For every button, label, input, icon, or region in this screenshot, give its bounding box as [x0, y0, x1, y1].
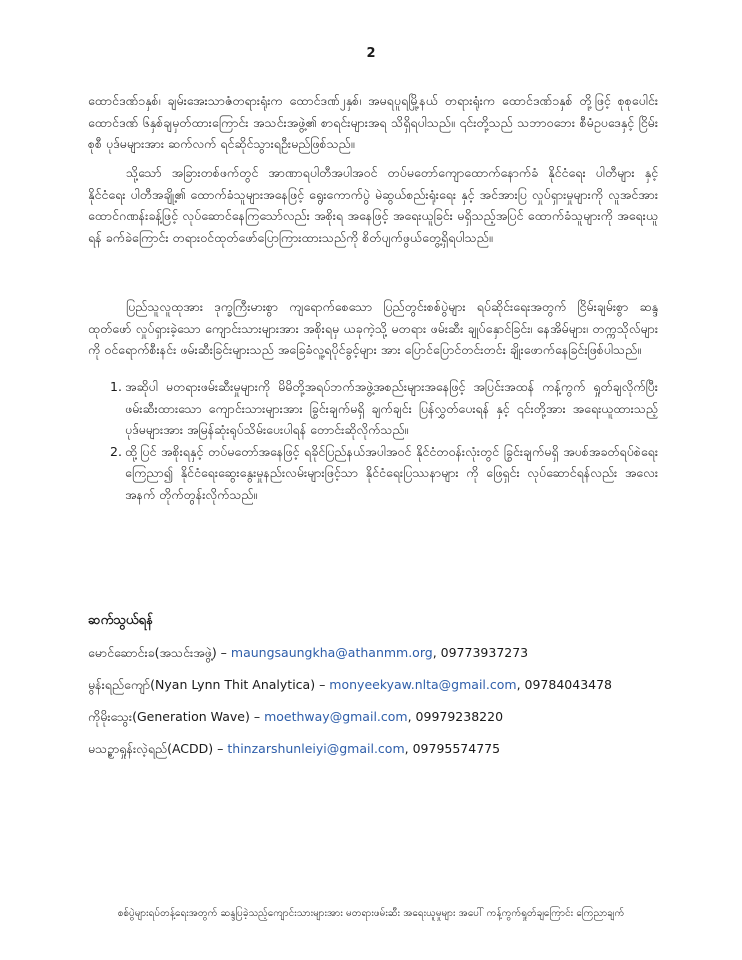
contact-name: ကိုမိုးသွေး(Generation Wave) — [88, 709, 250, 724]
paragraph-3: ပြည်သူလူထုအား ဒုက္ခကြီးမားစွာ ကျရောက်စေသော ပြည်တွင်းစစ်ပွဲများ ရပ်ဆိုင်းရေးအတွက် ငြိမ်းချမ်းစွာ ဆန္ဒထုတ်ဖော် လှုပ်ရှားခဲ့သော ကျောင်းသားများအား အစိုးရမှ ယခုကဲ့သို့ မတရား ဖမ်းဆီး ချုပ်နှောင်ခြင်း၊ နေအိမ်များ၊ တက္ကသိုလ်များကို ဝင်ရောက်စီးနင်း ဖမ်းဆီးခြင်းများသည် အခြေခံလူ့ရပိုင်ခွင့်များ အား ပြောင်ပြောင်တင်းတင်း ချိုးဖောက်နေခြင်းဖြစ်ပါသည်။ — [88, 299, 658, 357]
contact-comma: , — [404, 741, 413, 756]
contact-row — [88, 708, 688, 740]
list-item-number: 2. — [110, 443, 122, 459]
contact-email-link[interactable]: thinzarshunleiyi@gmail.com — [227, 741, 405, 756]
list-item — [88, 441, 658, 506]
contact-comma: , — [432, 645, 441, 660]
contact-phone: 09979238220 — [415, 709, 504, 724]
contact-email-link[interactable]: moethway@gmail.com — [264, 709, 408, 724]
contact-row — [88, 676, 688, 708]
list-item-text: ထို့ပြင် အစိုးရနှင့် တပ်မတော်အနေဖြင့် ရခိုင်ပြည်နယ်အပါအဝင် နိုင်ငံတဝန်းလုံးတွင် ခြွင်းချက်မရှိ အပစ်အခတ်ရပ်စဲရေး ကြေညာ၍ နိုင်ငံရေးဆွေးနွေးမှုနည်းလမ်းများဖြင့်သာ နိုင်ငံရေးပြဿနာများ ကို ဖြေရှင်း လုပ်ဆောင်ရန်လည်း အလေးအနက် တိုက်တွန်းလိုက်သည်။ — [125, 443, 658, 502]
contact-email-link[interactable]: maungsaungkha@athanmm.org — [230, 645, 433, 660]
list-item-text: အဆိုပါ မတရားဖမ်းဆီးမှုများကို မိမိတို့အရပ်ဘက်အဖွဲ့အစည်းများအနေဖြင့် အပြင်းအထန် ကန့်ကွက် ရှုတ်ချလိုက်ပြီး ဖမ်းဆီးထားသော ကျောင်းသားများအား ခြွင်းချက်မရှိ ချက်ချင်း ပြန်လွှတ်ပေးရန် နှင့် ၎င်းတို့အား အရေးယူထားသည့် ပုဒ်မများအား အမြန်ဆုံးရုပ်သိမ်းပေးပါရန် တောင်းဆိုလိုက်သည်။ — [125, 379, 658, 437]
contact-separator: – — [213, 741, 228, 756]
contact-list — [88, 644, 688, 772]
contact-separator: – — [249, 709, 265, 724]
list-item-number: 1. — [110, 379, 122, 394]
contact-separator: – — [216, 645, 231, 660]
page-footer: စစ်ပွဲများရပ်တန့်ရေးအတွက် ဆန္ဒပြခဲ့သည့်ကျောင်းသားများအား မတရားဖမ်းဆီး အရေးယူမှုများ အပေါ် ကန့်ကွက်ရှုတ်ချကြောင်း ကြေညာချက် — [117, 908, 625, 919]
contact-comma: , — [407, 709, 416, 724]
contact-heading: ဆက်သွယ်ရန် — [88, 613, 153, 628]
contact-email-link[interactable]: monyeekyaw.nlta@gmail.com — [329, 677, 517, 692]
contact-phone: 09773937273 — [440, 645, 529, 660]
contact-name: မောင်ဆောင်းခ(အသင်းအဖွဲ့) — [88, 645, 217, 660]
demands-list — [88, 376, 658, 505]
contact-name: မသဥ္စာရှုန်းလဲ့ရည်(ACDD) — [88, 741, 214, 756]
contact-row — [88, 644, 688, 676]
contact-phone: 09795574775 — [412, 741, 501, 756]
paragraph-2: သို့သော် အခြားတစ်ဖက်တွင် အာဏာရပါတီအပါအဝင် တပ်မတော်ကျောထောက်နောက်ခံ နိုင်ငံရေး ပါတီများ နှင့် နိုင်ငံရေး ပါတီအချို့၏ ထောက်ခံသူများအနေဖြင့် ရွေးကောက်ပွဲ မဲဆွယ်စည်းရုံးရေး နှင့် အင်အားပြ လှုပ်ရှားမှုများကို လူအင်အားထောင်ဂဏန်းခန့်ဖြင့် လုပ်ဆောင်နေကြသော်လည်း အစိုးရ အနေဖြင့် အရေးယူခြင်း မရှိသည့်အပြင် ထောက်ခံသူများကို အရေးယူရန် ခက်ခဲကြောင်း တရားဝင်ထုတ်ဖော်ပြောကြားထားသည်ကို စိတ်ပျက်ဖွယ်တွေ့ရှိရပါသည်။ — [88, 165, 658, 245]
contact-separator: – — [315, 677, 330, 692]
list-item — [88, 376, 658, 441]
contact-phone: 09784043478 — [524, 677, 613, 692]
contact-name: မွန်းရည်ကျော်(Nyan Lynn Thit Analytica) — [88, 677, 316, 692]
paragraph-1: ထောင်ဒဏ်၁နှစ်၊ ချမ်းအေးသာဇံတရားရုံးက ထောင်ဒဏ်၂နှစ်၊ အမရပူရမြို့နယ် တရားရုံးက ထောင်ဒဏ်၁နှစ် တို့ဖြင့် စုစုပေါင်း ထောင်ဒဏ် ၆နှစ်ချမှတ်ထားကြောင်း အသင်းအဖွဲ့၏ စာရင်းများအရ သိရှိရပါသည်။ ၎င်းတို့သည် သဘာဝဘေး စီမံဥပဒေနှင့် ငြိမ်းစုစီ ပုဒ်မများအား ဆက်လက် ရင်ဆိုင်သွားရဦးမည်ဖြစ်သည်။ — [88, 93, 658, 151]
contact-row — [88, 740, 688, 772]
page-number: 2 — [366, 46, 376, 61]
contact-comma: , — [516, 677, 525, 692]
